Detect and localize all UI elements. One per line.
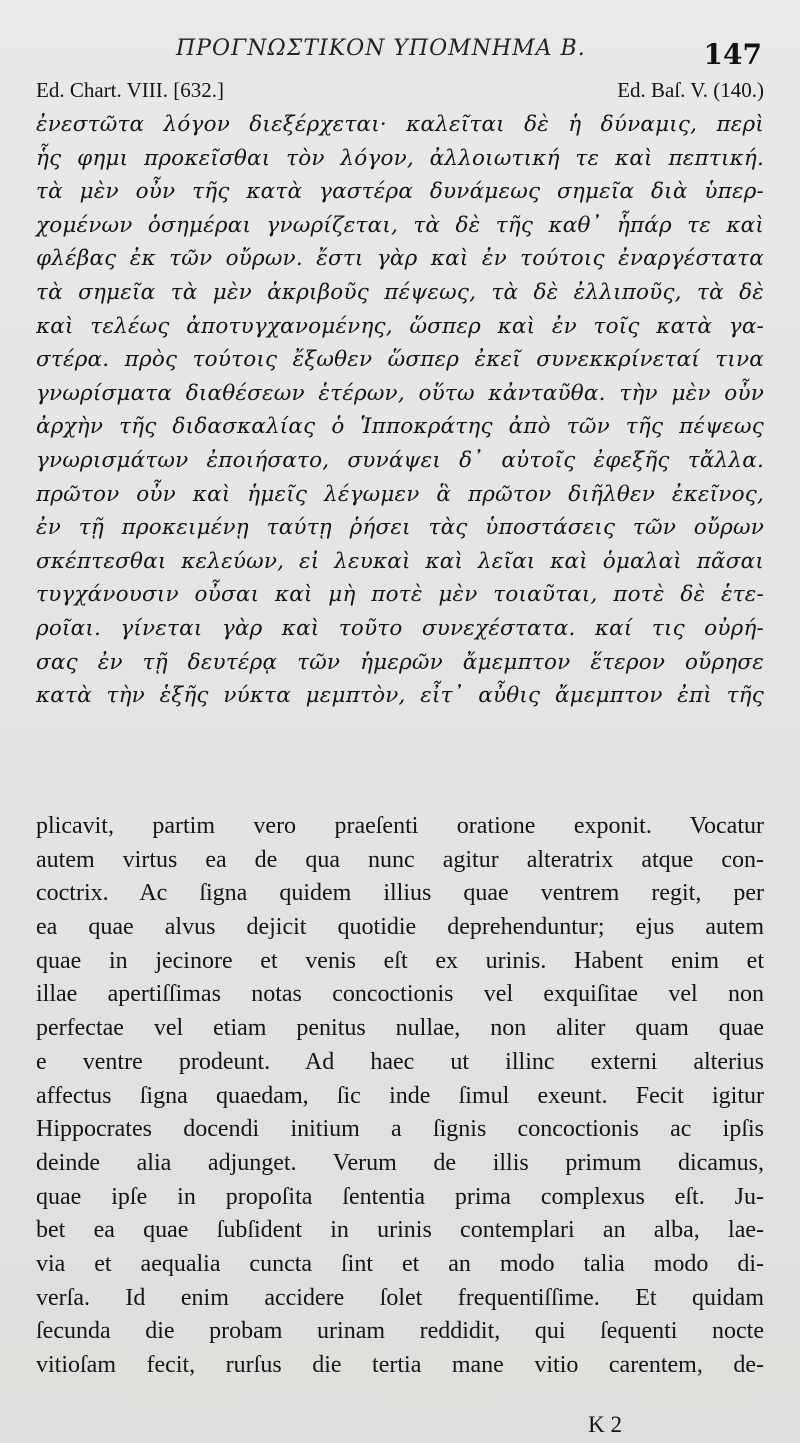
- greek-line: τυγχάνουσιν οὖσαι καὶ μὴ ποτὲ μὲν τοιαῦται, ποτὲ δὲ ἑτε-: [36, 582, 764, 608]
- page-number: 147: [703, 38, 762, 71]
- greek-line: ροῖαι. γίνεται γὰρ καὶ τοῦτο συνεχέστατα. καί τις οὐρή-: [36, 615, 764, 641]
- greek-line: στέρα. πρὸς τούτοις ἔξωθεν ὥσπερ ἐκεῖ συνεκκρίνεταί τινα: [36, 347, 764, 373]
- latin-line: Hippocrates docendi initium a ſignis concoctionis ac ipſis: [36, 1116, 764, 1143]
- running-title: ΠΡΟΓΝΩΣΤΙΚΟΝ ΥΠΟΜΝΗΜΑ Β.: [176, 36, 586, 61]
- latin-line: e ventre prodeunt. Ad haec ut illinc externi alterius: [36, 1048, 764, 1075]
- latin-line: quae ipſe in propoſita ſententia prima complexus eſt. Ju-: [36, 1183, 764, 1210]
- latin-line: perfectae vel etiam penitus nullae, non aliter quam quae: [36, 1015, 764, 1042]
- greek-line: χομένων ὁσημέραι γνωρίζεται, τὰ δὲ τῆς καθ᾽ ἧπάρ τε καὶ: [36, 212, 764, 238]
- greek-text-block: [36, 108, 764, 713]
- edition-references: [36, 78, 770, 108]
- latin-line: via et aequalia cuncta ſint et an modo talia modo di-: [36, 1250, 764, 1277]
- greek-line: τὰ μὲν οὖν τῆς κατὰ γαστέρα δυνάμεως σημεῖα διὰ ὑπερ-: [36, 179, 764, 205]
- edition-basel: Ed. Baſ. V. (140.): [617, 78, 764, 102]
- greek-line: ἐν τῇ προκειμένῃ ταύτῃ ῥήσει τὰς ὑποστάσεις τῶν οὔρων: [36, 515, 764, 541]
- latin-line: quae in jecinore et venis eſt ex urinis. Habent enim et: [36, 947, 764, 974]
- latin-line: coctrix. Ac ſigna quidem illius quae ventrem regit, per: [36, 880, 764, 907]
- greek-line: πρῶτον οὖν καὶ ἡμεῖς λέγωμεν ἃ πρῶτον διῆλθεν ἐκεῖνος,: [36, 481, 764, 507]
- greek-line: σκέπτεσθαι κελεύων, εἰ λευκαὶ καὶ λεῖαι καὶ ὁμαλαὶ πᾶσαι: [36, 548, 764, 574]
- latin-line: ſecunda die probam urinam reddidit, qui ſequenti nocte: [36, 1318, 764, 1345]
- greek-line: γνωρίσματα διαθέσεων ἑτέρων, οὕτω κἀνταῦθα. τὴν μὲν οὖν: [36, 380, 764, 406]
- latin-line: plicavit, partim vero praeſenti oratione exponit. Vocatur: [36, 813, 764, 839]
- latin-line: illae apertiſſimas notas concoctionis vel exquiſitae vel non: [36, 981, 764, 1008]
- latin-line: verſa. Id enim accidere ſolet frequentiſſime. Et quidam: [36, 1284, 764, 1311]
- greek-line: ἐνεστῶτα λόγον διεξέρχεται· καλεῖται δὲ ἡ δύναμις, περὶ: [36, 112, 764, 137]
- latin-line: affectus ſigna quaedam, ſic inde ſimul exeunt. Fecit igitur: [36, 1082, 764, 1109]
- latin-line: vitioſam fecit, rurſus die tertia mane vitio carentem, de-: [36, 1352, 764, 1378]
- latin-line: ea quae alvus dejicit quotidie deprehenduntur; ejus autem: [36, 914, 764, 941]
- greek-line: τὰ σημεῖα τὰ μὲν ἀκριβοῦς πέψεως, τὰ δὲ ἐλλιποῦς, τὰ δὲ: [36, 279, 764, 305]
- greek-line: ἧς φημι προκεῖσθαι τὸν λόγον, ἀλλοιωτική τε καὶ πεπτική.: [36, 145, 764, 171]
- greek-line: φλέβας ἐκ τῶν οὔρων. ἔστι γὰρ καὶ ἐν τούτοις ἐναργέστατα: [36, 246, 764, 272]
- greek-line: σας ἐν τῇ δευτέρᾳ τῶν ἡμερῶν ἄμεμπτον ἕτερον οὔρησε: [36, 649, 764, 675]
- running-head: [36, 34, 770, 74]
- greek-line: ἀρχὴν τῆς διδασκαλίας ὁ Ἱπποκράτης ἀπὸ τῶν τῆς πέψεως: [36, 414, 764, 440]
- greek-line: καὶ τελέως ἀποτυγχανομένης, ὥσπερ καὶ ἐν τοῖς κατὰ γα-: [36, 313, 764, 339]
- greek-line: κατὰ τὴν ἑξῆς νύκτα μεμπτὸν, εἶτ᾽ αὖθις ἄμεμπτον ἐπὶ τῆς: [36, 683, 764, 709]
- edition-chartier: Ed. Chart. VIII. [632.]: [36, 78, 224, 102]
- latin-line: bet ea quae ſubſident in urinis contemplari an alba, lae-: [36, 1217, 764, 1244]
- latin-line: autem virtus ea de qua nunc agitur alteratrix atque con-: [36, 846, 764, 873]
- latin-text-block: [36, 810, 764, 1383]
- latin-line: deinde alia adjunget. Verum de illis primum dicamus,: [36, 1149, 764, 1176]
- greek-line: γνωρισμάτων ἐποιήσατο, συνάψει δ᾽ αὐτοῖς ἐφεξῆς τἄλλα.: [36, 447, 764, 473]
- signature-mark: K 2: [588, 1412, 622, 1437]
